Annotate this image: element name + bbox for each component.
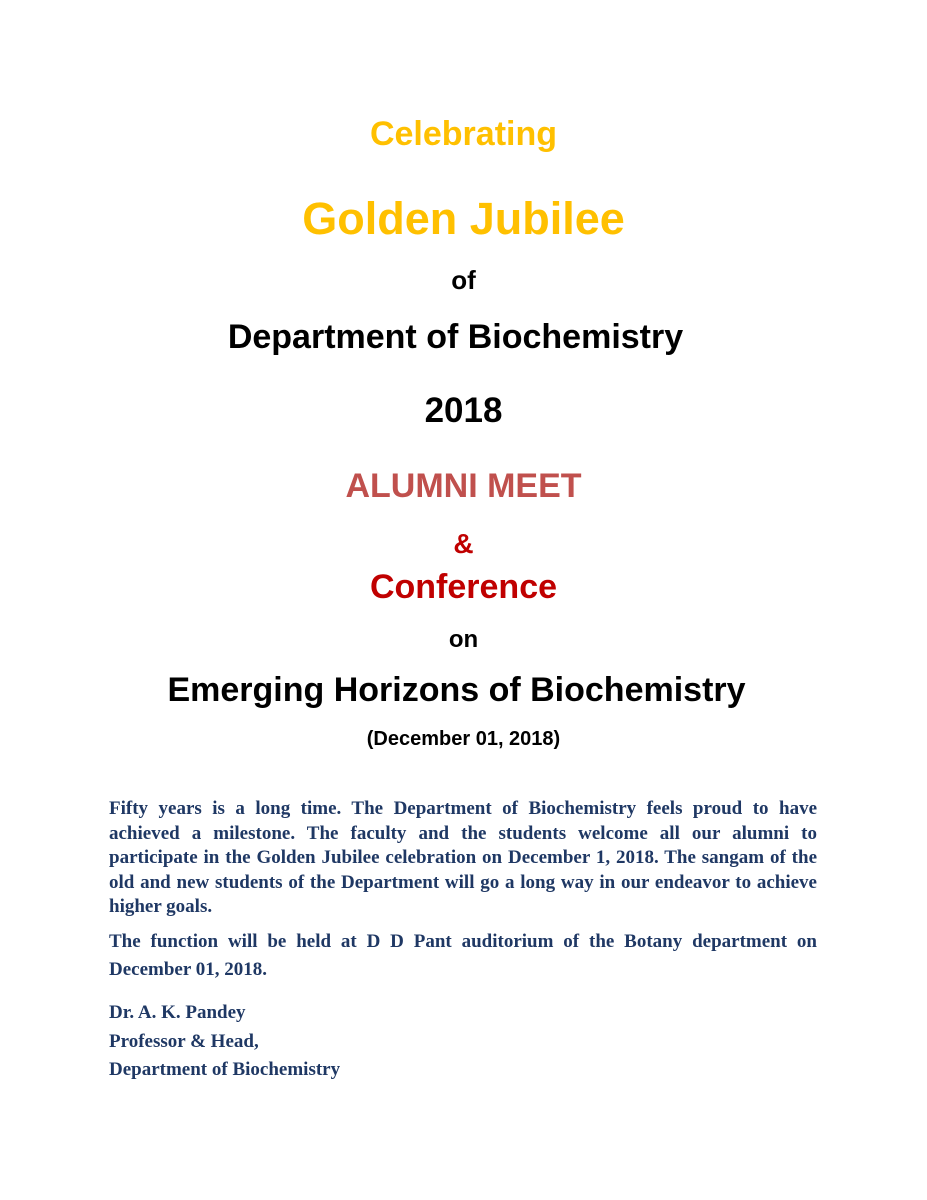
of-connector: of: [451, 265, 476, 295]
alumni-meet-heading: ALUMNI MEET: [345, 467, 582, 505]
signature-block: [109, 999, 340, 1085]
year-heading: 2018: [424, 391, 503, 430]
signatory-name: Dr. A. K. Pandey: [109, 1002, 246, 1023]
signatory-title: Professor & Head,: [109, 1030, 259, 1052]
on-connector: on: [448, 626, 479, 653]
topic-heading: Emerging Horizons of Biochemistry: [167, 671, 746, 709]
ampersand-connector: &: [453, 528, 474, 559]
department-heading: Department of Biochemistry: [227, 318, 684, 356]
venue-paragraph: The function will be held at D D Pant auditorium of the Botany department on December 01, 2018.: [109, 931, 817, 980]
golden-jubilee-heading: Golden Jubilee: [302, 193, 625, 244]
conference-heading: Conference: [369, 568, 558, 606]
celebrating-heading: Celebrating: [369, 115, 558, 153]
event-date: (December 01, 2018): [366, 728, 561, 750]
welcome-paragraph: Fifty years is a long time. The Department of Biochemistry feels proud to have achieved a milestone. The faculty and the students welcome all our alumni to participate in the Golden Jubilee celebration on December 1, 2018. The sangam of the old and new students of the Department will go a long way in our endeavor to achieve higher goals.: [109, 798, 817, 917]
signatory-department: Department of Biochemistry: [109, 1059, 341, 1080]
